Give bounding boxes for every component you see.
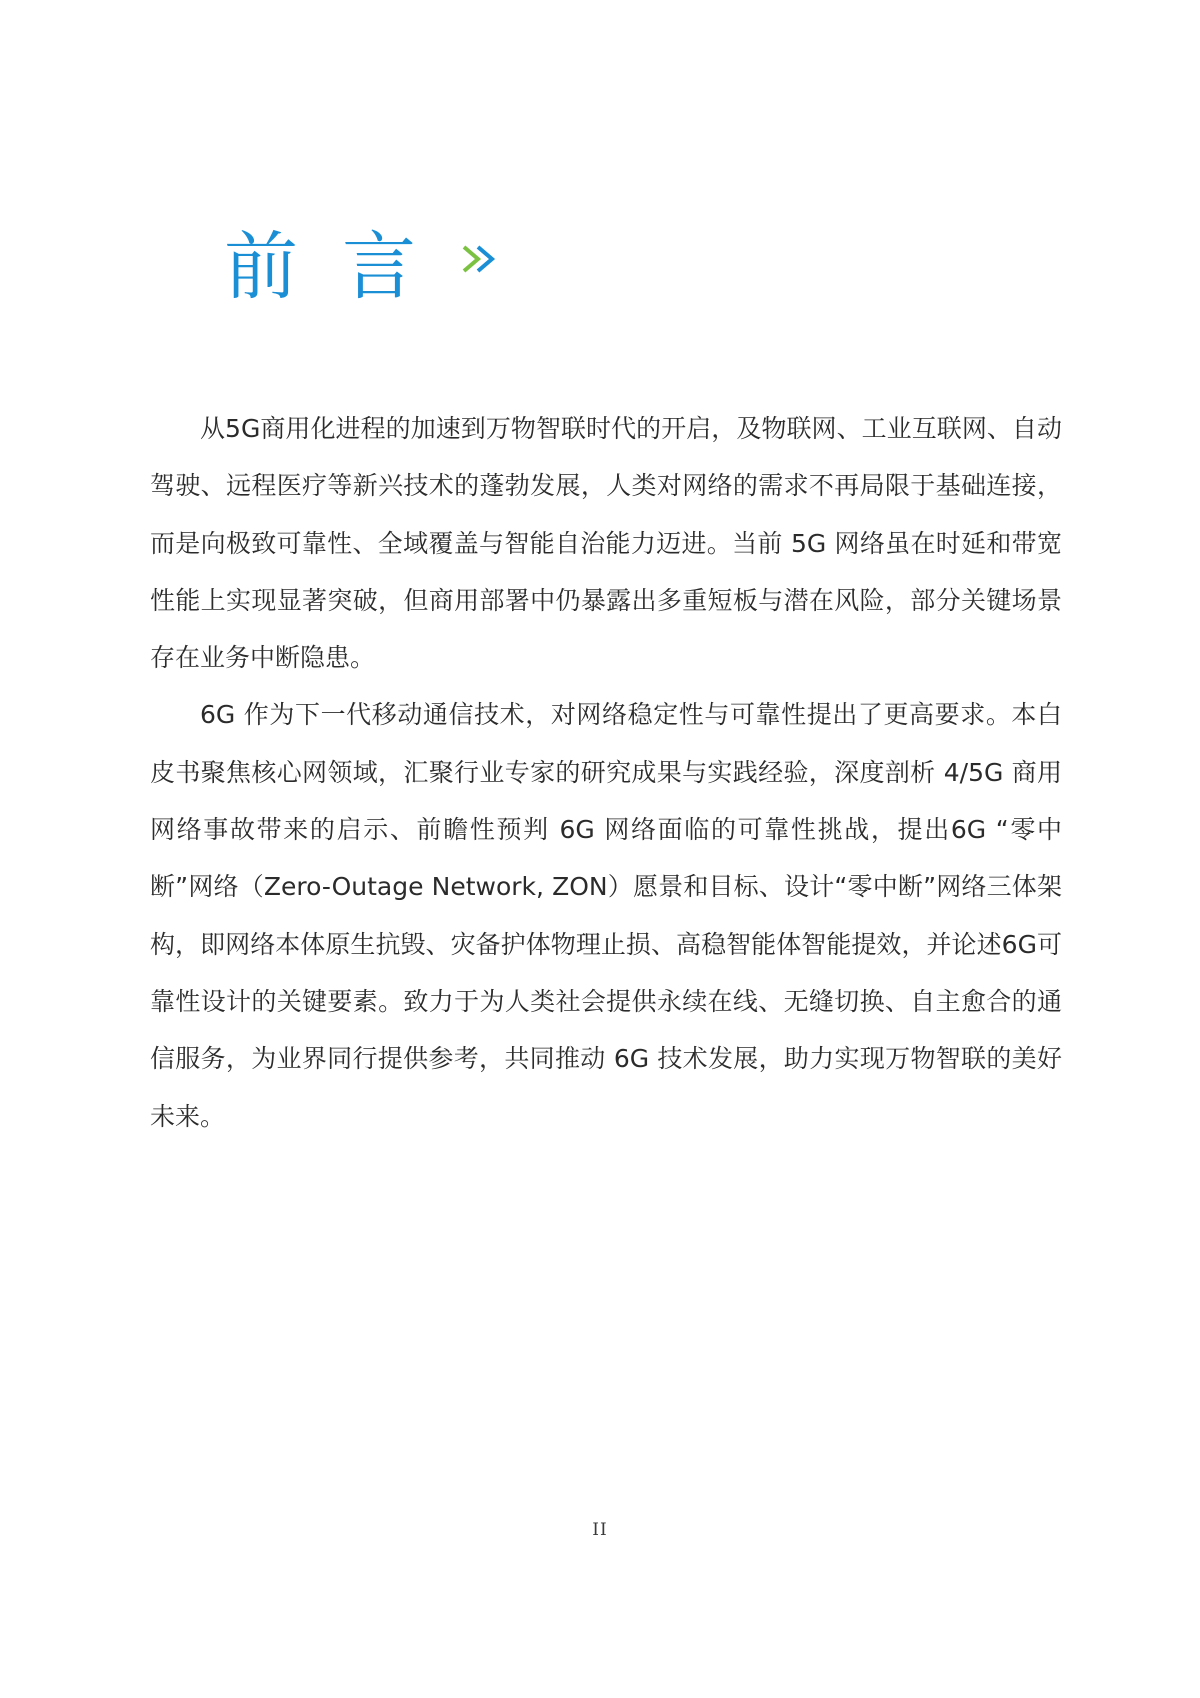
- double-chevron-right-icon: [461, 242, 507, 276]
- chevron-green: [464, 247, 478, 271]
- paragraph-1: 从5G商用化进程的加速到万物智联时代的开启，及物联网、工业互联网、自动驾驶、远程医疗等新兴技术的蓬勃发展，人类对网络的需求不再局限于基础连接，而是向极致可靠性、全域覆盖与智能自治能力迈进。当前 5G 网络虽在时延和带宽性能上实现显著突破，但商用部署中仍暴露出多重短板与潜在风险，部分关键场景存在业务中断隐患。: [150, 414, 1062, 673]
- body-text: [150, 400, 1062, 1145]
- paragraph-2: 6G 作为下一代移动通信技术，对网络稳定性与可靠性提出了更高要求。本白皮书聚焦核心网领域，汇聚行业专家的研究成果与实践经验，深度剖析 4/5G 商用网络事故带来的启示、前瞻性预判 6G 网络面临的可靠性挑战，提出6G “零中断”网络（Zero-Outage Network, ZON）愿景和目标、设计“零中断”网络三体架构，即网络本体原生抗毁、灾备护体物理止损、高稳智能体智能提效，并论述6G可靠性设计的关键要素。致力于为人类社会提供永续在线、无缝切换、自主愈合的通信服务，为业界同行提供参考，共同推动 6G 技术发展，助力实现万物智联的美好未来。: [150, 700, 1062, 1131]
- page-title: [224, 222, 416, 312]
- page-number: II: [592, 1520, 608, 1540]
- page-title-char-1: 前: [224, 224, 298, 310]
- page-title-char-2: 言: [342, 224, 416, 310]
